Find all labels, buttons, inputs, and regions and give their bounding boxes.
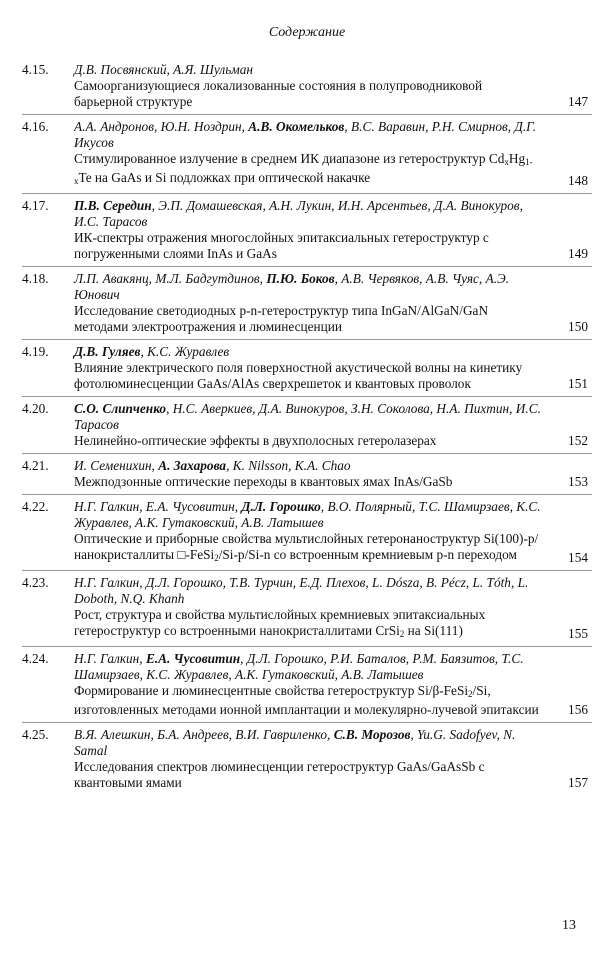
entry-body: [74, 401, 542, 449]
entry-title: Исследование светодиодных p-n-гетероструктур типа InGaN/AlGaN/GaN методами электроотражения и люминесценции: [74, 303, 489, 334]
entry-page: 156: [568, 702, 588, 717]
entry-page: 149: [568, 246, 588, 261]
entry-number: 4.17.: [22, 198, 49, 213]
entry-authors: Н.Г. Галкин, Д.Л. Горошко, Т.В. Турчин, Е.Д. Плехов, L. Dósza, B. Pécz, L. Tóth, L. Doboth, N.Q. Khanh: [74, 575, 529, 606]
entry-body: [74, 119, 542, 189]
entry-page: 157: [568, 775, 588, 790]
entry-authors: П.В. Середин, Э.П. Домашевская, А.Н. Лукин, И.Н. Арсентьев, Д.А. Винокуров, И.С. Тарасов: [74, 198, 523, 229]
entry-body: [74, 458, 542, 490]
entry-body: [74, 198, 542, 262]
table-of-contents: [22, 62, 592, 795]
entry-number: 4.25.: [22, 727, 49, 742]
entry-authors: Н.Г. Галкин, Е.А. Чусовитин, Д.Л. Горошко, Р.И. Баталов, Р.М. Баязитов, Т.С. Шамирзаев, К.С. Журавлев, А.К. Гутаковский, А.В. Латышев: [74, 651, 524, 682]
page-header: Содержание: [268, 25, 346, 40]
entry-authors: Л.П. Авакянц, М.Л. Бадгутдинов, П.Ю. Боков, А.В. Червяков, А.В. Чуяс, А.Э. Юнович: [74, 271, 510, 302]
entry-title: Формирование и люминесцентные свойства гетероструктур Si/β-FeSi$_2$/Si, изготовленных методами ионной имплантации и молекулярно-лучевой эпитаксии: [74, 683, 539, 717]
entry-page: 153: [568, 474, 588, 489]
toc-entry: [22, 193, 592, 266]
entry-number: 4.23.: [22, 575, 49, 590]
toc-entry: [22, 453, 592, 494]
entry-authors: Н.Г. Галкин, Е.А. Чусовитин, Д.Л. Горошко, В.О. Полярный, Т.С. Шамирзаев, К.С. Журавлев, А.К. Гутаковский, А.В. Латышев: [74, 499, 541, 530]
entry-title: ИК-спектры отражения многослойных эпитаксиальных гетероструктур с погруженными слоями InAs и GaAs: [74, 230, 489, 261]
entry-number: 4.20.: [22, 401, 49, 416]
entry-authors: В.Я. Алешкин, Б.А. Андреев, В.И. Гавриленко, С.В. Морозов, Yu.G. Sadofyev, N. Samal: [74, 727, 516, 758]
entry-authors: С.О. Слипченко, Н.С. Аверкиев, Д.А. Винокуров, З.Н. Соколова, Н.А. Пихтин, И.С. Тарасов: [74, 401, 541, 432]
entry-authors: А.А. Андронов, Ю.Н. Ноздрин, А.В. Окомельков, В.С. Варавин, Р.Н. Смирнов, Д.Г. Икусов: [74, 119, 537, 150]
entry-number: 4.16.: [22, 119, 49, 134]
entry-title: Влияние электрического поля поверхностной акустической волны на кинетику фотолюминесценции GaAs/AlAs сверхрешеток и квантовых проволок: [74, 360, 523, 391]
entry-body: [74, 727, 542, 791]
entry-number: 4.22.: [22, 499, 49, 514]
entry-title: Рост, структура и свойства мультислойных кремниевых эпитаксиальных гетероструктур со встроенными нанокристаллитами CrSi$_2$ на Si(111): [74, 607, 486, 639]
entry-number: 4.24.: [22, 651, 49, 666]
entry-page: 151: [568, 376, 588, 391]
toc-entry: [22, 570, 592, 646]
entry-title: Межподзонные оптические переходы в квантовых ямах InAs/GaSb: [74, 474, 453, 489]
toc-entry: [22, 114, 592, 193]
entry-page: 150: [568, 319, 588, 334]
entry-page: 148: [568, 173, 588, 188]
entry-body: [74, 62, 542, 110]
toc-entry: [22, 494, 592, 570]
entry-authors: Д.В. Посвянский, А.Я. Шульман: [74, 62, 253, 77]
entry-title: Стимулированное излучение в среднем ИК диапазоне из гетероструктур $Cd_xHg_{1-x}Te$ на GaAs и Si подложках при оптической накачке: [74, 151, 533, 186]
entry-page: 154: [568, 550, 588, 565]
entry-title: Самоорганизующиеся локализованные состояния в полупроводниковой барьерной структуре: [74, 78, 483, 109]
entry-number: 4.19.: [22, 344, 49, 359]
entry-authors: И. Семенихин, А. Захарова, K. Nilsson, K.A. Chao: [74, 458, 351, 473]
entry-number: 4.15.: [22, 62, 49, 77]
entry-body: [74, 271, 542, 335]
entry-number: 4.21.: [22, 458, 49, 473]
entry-title: Исследования спектров люминесценции гетероструктур GaAs/GaAsSb с квантовыми ямами: [74, 759, 485, 790]
entry-page: 147: [568, 94, 588, 109]
entry-authors: Д.В. Гуляев, К.С. Журавлев: [74, 344, 230, 359]
entry-body: [74, 344, 542, 392]
entry-body: [74, 499, 542, 566]
page-number: 13: [562, 918, 576, 933]
toc-entry: [22, 62, 592, 114]
entry-body: [74, 651, 542, 718]
toc-entry: [22, 646, 592, 722]
entry-page: 152: [568, 433, 588, 448]
entry-body: [74, 575, 542, 642]
entry-number: 4.18.: [22, 271, 49, 286]
entry-page: 155: [568, 626, 588, 641]
entry-title: Оптические и приборные свойства мультислойных гетеронаноструктур Si(100)-p/нанокристаллиты □-FeSi$_2$/Si-p/Si-n со встроенным кремниевым p-n переходом: [74, 531, 539, 563]
toc-entry: [22, 396, 592, 453]
toc-entry: [22, 339, 592, 396]
entry-title: Нелинейно-оптические эффекты в двухполосных гетеролазерах: [74, 433, 437, 448]
toc-entry: [22, 722, 592, 795]
toc-entry: [22, 266, 592, 339]
